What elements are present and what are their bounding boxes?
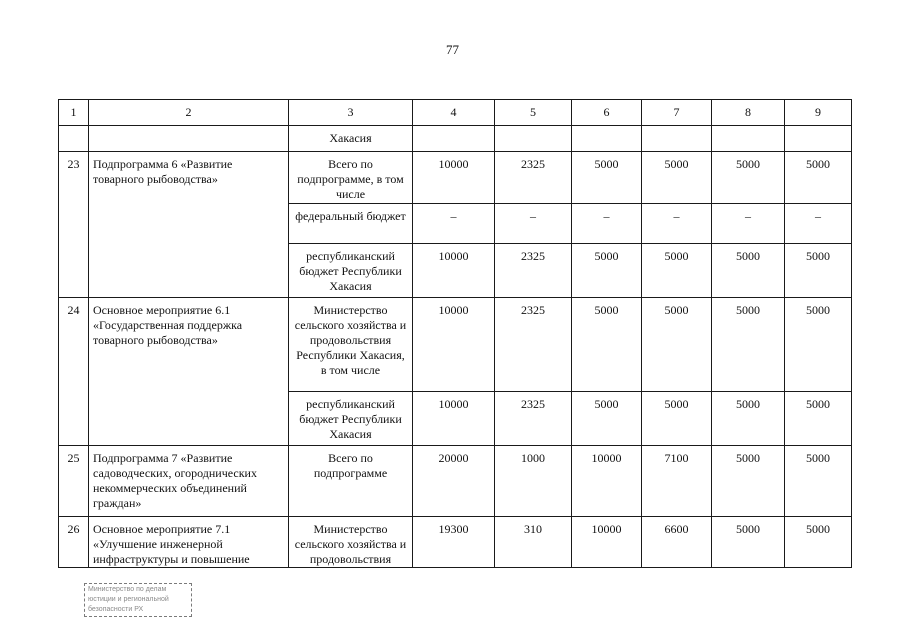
source-cell: Хакасия — [289, 126, 413, 152]
header-cell: 7 — [642, 100, 712, 126]
source-cell: федеральный бюджет — [289, 204, 413, 244]
source-cell: республиканский бюджет Республики Хакасия — [289, 392, 413, 446]
value-cell: 5000 — [785, 446, 852, 517]
value-cell: 5000 — [785, 244, 852, 298]
value-cell: 5000 — [712, 152, 785, 204]
header-cell: 5 — [495, 100, 572, 126]
value-cell — [642, 126, 712, 152]
value-cell: 10000 — [413, 244, 495, 298]
value-cell: 5000 — [712, 244, 785, 298]
value-cell: – — [712, 204, 785, 244]
row-number-cell: 23 — [59, 152, 89, 298]
value-cell: 5000 — [572, 152, 642, 204]
value-cell: 10000 — [572, 446, 642, 517]
value-cell: 19300 — [413, 517, 495, 568]
value-cell: 5000 — [712, 298, 785, 392]
value-cell — [785, 126, 852, 152]
header-cell: 6 — [572, 100, 642, 126]
value-cell: 310 — [495, 517, 572, 568]
source-cell: Министерство сельского хозяйства и продовольствия — [289, 517, 413, 568]
row-name-cell — [89, 126, 289, 152]
header-cell: 4 — [413, 100, 495, 126]
row-name-cell: Основное мероприятие 7.1 «Улучшение инженерной инфраструктуры и повышение — [89, 517, 289, 568]
value-cell: 10000 — [572, 517, 642, 568]
value-cell: 5000 — [642, 298, 712, 392]
stamp-line: юстиции и региональной — [88, 596, 169, 603]
value-cell: 5000 — [572, 392, 642, 446]
value-cell: 5000 — [785, 517, 852, 568]
value-cell: – — [642, 204, 712, 244]
table-row — [59, 152, 852, 204]
header-cell: 8 — [712, 100, 785, 126]
stamp-line: Министерство по делам — [88, 586, 167, 593]
value-cell: – — [572, 204, 642, 244]
row-number-cell: 26 — [59, 517, 89, 568]
value-cell: 2325 — [495, 392, 572, 446]
row-name-cell: Подпрограмма 6 «Развитие товарного рыбоводства» — [89, 152, 289, 298]
value-cell: 5000 — [642, 392, 712, 446]
page-number: 77 — [446, 42, 459, 57]
header-cell: 2 — [89, 100, 289, 126]
budget-table — [58, 99, 852, 568]
table-row — [59, 446, 852, 517]
value-cell: 2325 — [495, 152, 572, 204]
source-cell: Всего по подпрограмме — [289, 446, 413, 517]
value-cell: 5000 — [572, 298, 642, 392]
header-row — [59, 100, 852, 126]
source-cell: республиканский бюджет Республики Хакасия — [289, 244, 413, 298]
value-cell: 1000 — [495, 446, 572, 517]
value-cell: 10000 — [413, 152, 495, 204]
registration-stamp — [84, 583, 192, 617]
value-cell: 5000 — [712, 517, 785, 568]
value-cell: 5000 — [712, 392, 785, 446]
value-cell: 5000 — [712, 446, 785, 517]
value-cell: – — [413, 204, 495, 244]
header-cell: 3 — [289, 100, 413, 126]
table-row — [59, 517, 852, 568]
value-cell: 2325 — [495, 244, 572, 298]
value-cell: 20000 — [413, 446, 495, 517]
value-cell — [572, 126, 642, 152]
value-cell: – — [495, 204, 572, 244]
table-row — [59, 298, 852, 392]
source-cell: Всего по подпрограмме, в том числе — [289, 152, 413, 204]
value-cell: – — [785, 204, 852, 244]
value-cell: 5000 — [785, 298, 852, 392]
value-cell: 6600 — [642, 517, 712, 568]
row-number-cell: 24 — [59, 298, 89, 446]
row-name-cell: Подпрограмма 7 «Развитие садоводческих, огороднических некоммерческих объединений граждан» — [89, 446, 289, 517]
value-cell: 5000 — [785, 152, 852, 204]
value-cell: 5000 — [642, 244, 712, 298]
header-cell: 1 — [59, 100, 89, 126]
value-cell: 2325 — [495, 298, 572, 392]
table-row — [59, 126, 852, 152]
row-number-cell — [59, 126, 89, 152]
value-cell: 5000 — [572, 244, 642, 298]
value-cell — [495, 126, 572, 152]
row-name-cell: Основное мероприятие 6.1 «Государственная поддержка товарного рыбоводства» — [89, 298, 289, 446]
source-cell: Министерство сельского хозяйства и продовольствия Республики Хакасия, в том числе — [289, 298, 413, 392]
value-cell: 10000 — [413, 298, 495, 392]
value-cell: 10000 — [413, 392, 495, 446]
value-cell: 7100 — [642, 446, 712, 517]
value-cell — [712, 126, 785, 152]
stamp-line: безопасности РХ — [88, 606, 144, 613]
value-cell — [413, 126, 495, 152]
header-cell: 9 — [785, 100, 852, 126]
row-number-cell: 25 — [59, 446, 89, 517]
value-cell: 5000 — [785, 392, 852, 446]
value-cell: 5000 — [642, 152, 712, 204]
